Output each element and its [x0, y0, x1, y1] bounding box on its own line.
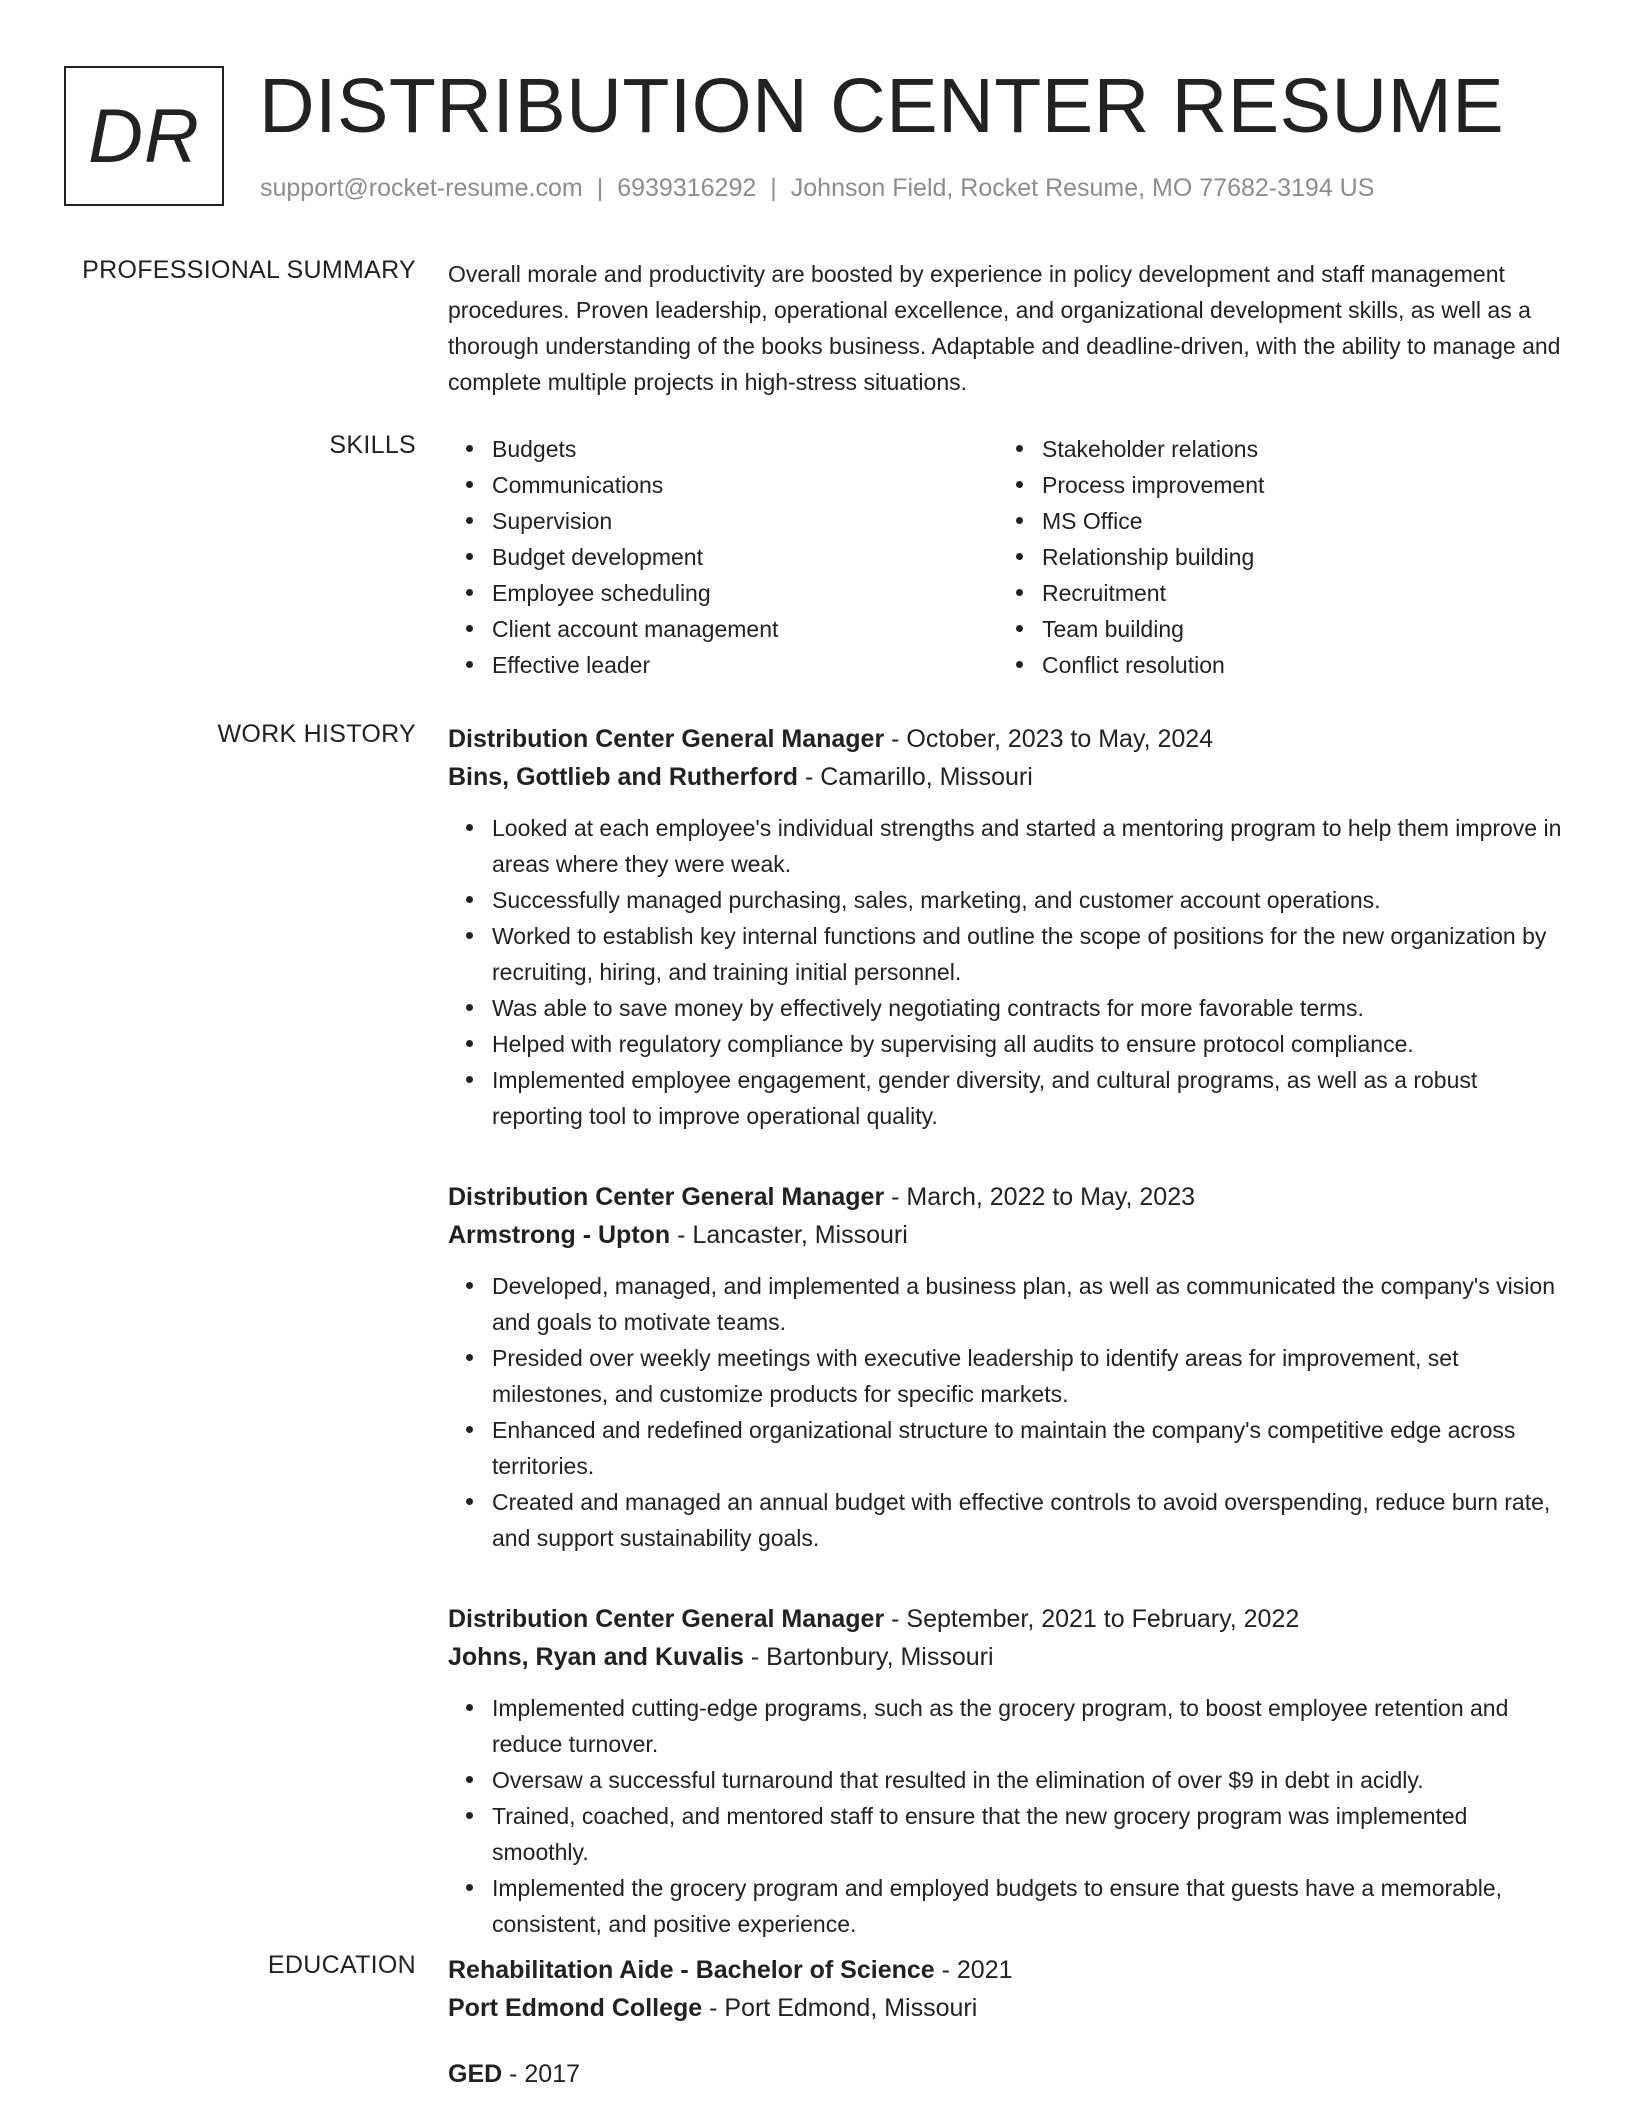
edu-degree-line — [448, 2055, 1568, 2093]
job-title: Distribution Center General Manager — [448, 725, 885, 753]
job-company-line — [448, 758, 1568, 796]
job-entry — [448, 1600, 1568, 1942]
list-item: Trained, coached, and mentored staff to ensure that the new grocery program was implemented smoothly. — [448, 1798, 1568, 1870]
job-company: Armstrong - Upton — [448, 1221, 671, 1249]
job-entry — [448, 1178, 1568, 1556]
job-dates: - March, 2022 to May, 2023 — [884, 1183, 1196, 1211]
job-title: Distribution Center General Manager — [448, 1183, 885, 1211]
list-item: Oversaw a successful turnaround that resulted in the elimination of over $9 in debt in acidly. — [448, 1762, 1568, 1798]
list-item: Client account management — [448, 611, 998, 647]
contact-email[interactable]: support@rocket-resume.com — [260, 174, 583, 202]
job-company-line — [448, 1638, 1568, 1676]
work-body — [448, 720, 1568, 1986]
skills-list-left — [448, 431, 998, 683]
contact-separator: | — [770, 174, 777, 202]
edu-school-line — [448, 1989, 1568, 2027]
job-bullets — [448, 1690, 1568, 1942]
job-company-line — [448, 1216, 1568, 1254]
list-item: Was able to save money by effectively negotiating contracts for more favorable terms. — [448, 990, 1568, 1026]
education-entry — [448, 1951, 1568, 2027]
list-item: Successfully managed purchasing, sales, marketing, and customer account operations. — [448, 882, 1568, 918]
list-item: Supervision — [448, 503, 998, 539]
list-item: Relationship building — [998, 539, 1548, 575]
contact-line — [260, 174, 1374, 203]
list-item: Developed, managed, and implemented a business plan, as well as communicated the company's vision and goals to motivate teams. — [448, 1268, 1568, 1340]
list-item: Communications — [448, 467, 998, 503]
job-location: - Bartonbury, Missouri — [743, 1643, 994, 1671]
list-item: Created and managed an annual budget with effective controls to avoid overspending, reduce burn rate, and support sustainability goals. — [448, 1484, 1568, 1556]
job-dates: - October, 2023 to May, 2024 — [884, 725, 1214, 753]
list-item: Team building — [998, 611, 1548, 647]
edu-degree-line — [448, 1951, 1568, 1989]
list-item: Effective leader — [448, 647, 998, 683]
list-item: Budget development — [448, 539, 998, 575]
list-item: Implemented employee engagement, gender diversity, and cultural programs, as well as a robust reporting tool to improve operational quality. — [448, 1062, 1568, 1134]
education-entry — [448, 2055, 1568, 2093]
edu-year: - 2017 — [502, 2060, 581, 2088]
section-label-summary: PROFESSIONAL SUMMARY — [82, 256, 416, 284]
edu-year: - 2021 — [934, 1956, 1013, 1984]
list-item: Helped with regulatory compliance by supervising all audits to ensure protocol compliance. — [448, 1026, 1568, 1062]
edu-degree: GED — [448, 2060, 503, 2088]
list-item: Presided over weekly meetings with executive leadership to identify areas for improvement, set milestones, and customize products for specific markets. — [448, 1340, 1568, 1412]
edu-degree: Rehabilitation Aide - Bachelor of Science — [448, 1956, 935, 1984]
job-company: Bins, Gottlieb and Rutherford — [448, 763, 798, 791]
edu-school: Port Edmond College — [448, 1994, 703, 2022]
job-title-line — [448, 720, 1568, 758]
job-location: - Lancaster, Missouri — [670, 1221, 908, 1249]
list-item: Recruitment — [998, 575, 1548, 611]
page-title: DISTRIBUTION CENTER RESUME — [259, 63, 1505, 149]
list-item: MS Office — [998, 503, 1548, 539]
job-title-line — [448, 1178, 1568, 1216]
section-label-education: EDUCATION — [267, 1951, 416, 1979]
contact-separator: | — [596, 174, 604, 202]
education-body — [448, 1951, 1568, 2121]
summary-body — [448, 256, 1568, 400]
job-company: Johns, Ryan and Kuvalis — [448, 1643, 744, 1671]
list-item: Stakeholder relations — [998, 431, 1548, 467]
list-item: Budgets — [448, 431, 998, 467]
list-item: Worked to establish key internal functions and outline the scope of positions for the new organization by recruiting, hiring, and training initial personnel. — [448, 918, 1568, 990]
list-item: Conflict resolution — [998, 647, 1548, 683]
list-item: Looked at each employee's individual strengths and started a mentoring program to help them improve in areas where they were weak. — [448, 810, 1568, 882]
section-label-skills: SKILLS — [329, 431, 416, 459]
job-entry — [448, 720, 1568, 1134]
contact-phone[interactable]: 6939316292 — [617, 174, 757, 202]
job-dates: - September, 2021 to February, 2022 — [884, 1605, 1300, 1633]
list-item: Employee scheduling — [448, 575, 998, 611]
job-location: - Camarillo, Missouri — [798, 763, 1033, 791]
job-title: Distribution Center General Manager — [448, 1605, 885, 1633]
list-item: Process improvement — [998, 467, 1548, 503]
edu-location: - Port Edmond, Missouri — [702, 1994, 978, 2022]
resume-header — [64, 64, 1568, 214]
contact-address: Johnson Field, Rocket Resume, MO 77682-3194 US — [790, 174, 1375, 202]
job-bullets — [448, 1268, 1568, 1556]
skills-list-right — [998, 431, 1548, 683]
job-bullets — [448, 810, 1568, 1134]
summary-text: Overall morale and productivity are boosted by experience in policy development and staff management procedures. Proven leadership, operational excellence, and organizational development skills, as well as a thorough understanding of the books business. Adaptable and deadline-driven, with the ability to manage and complete multiple projects in high-stress situations. — [448, 261, 1561, 395]
list-item: Implemented the grocery program and employed budgets to ensure that guests have a memorable, consistent, and positive experience. — [448, 1870, 1568, 1942]
section-label-work: WORK HISTORY — [217, 720, 416, 748]
job-title-line — [448, 1600, 1568, 1638]
skills-body — [448, 431, 1568, 683]
list-item: Implemented cutting-edge programs, such as the grocery program, to boost employee retention and reduce turnover. — [448, 1690, 1568, 1762]
monogram-badge: DR — [64, 66, 224, 206]
skills-grid — [448, 431, 1568, 683]
list-item: Enhanced and redefined organizational structure to maintain the company's competitive edge across territories. — [448, 1412, 1568, 1484]
